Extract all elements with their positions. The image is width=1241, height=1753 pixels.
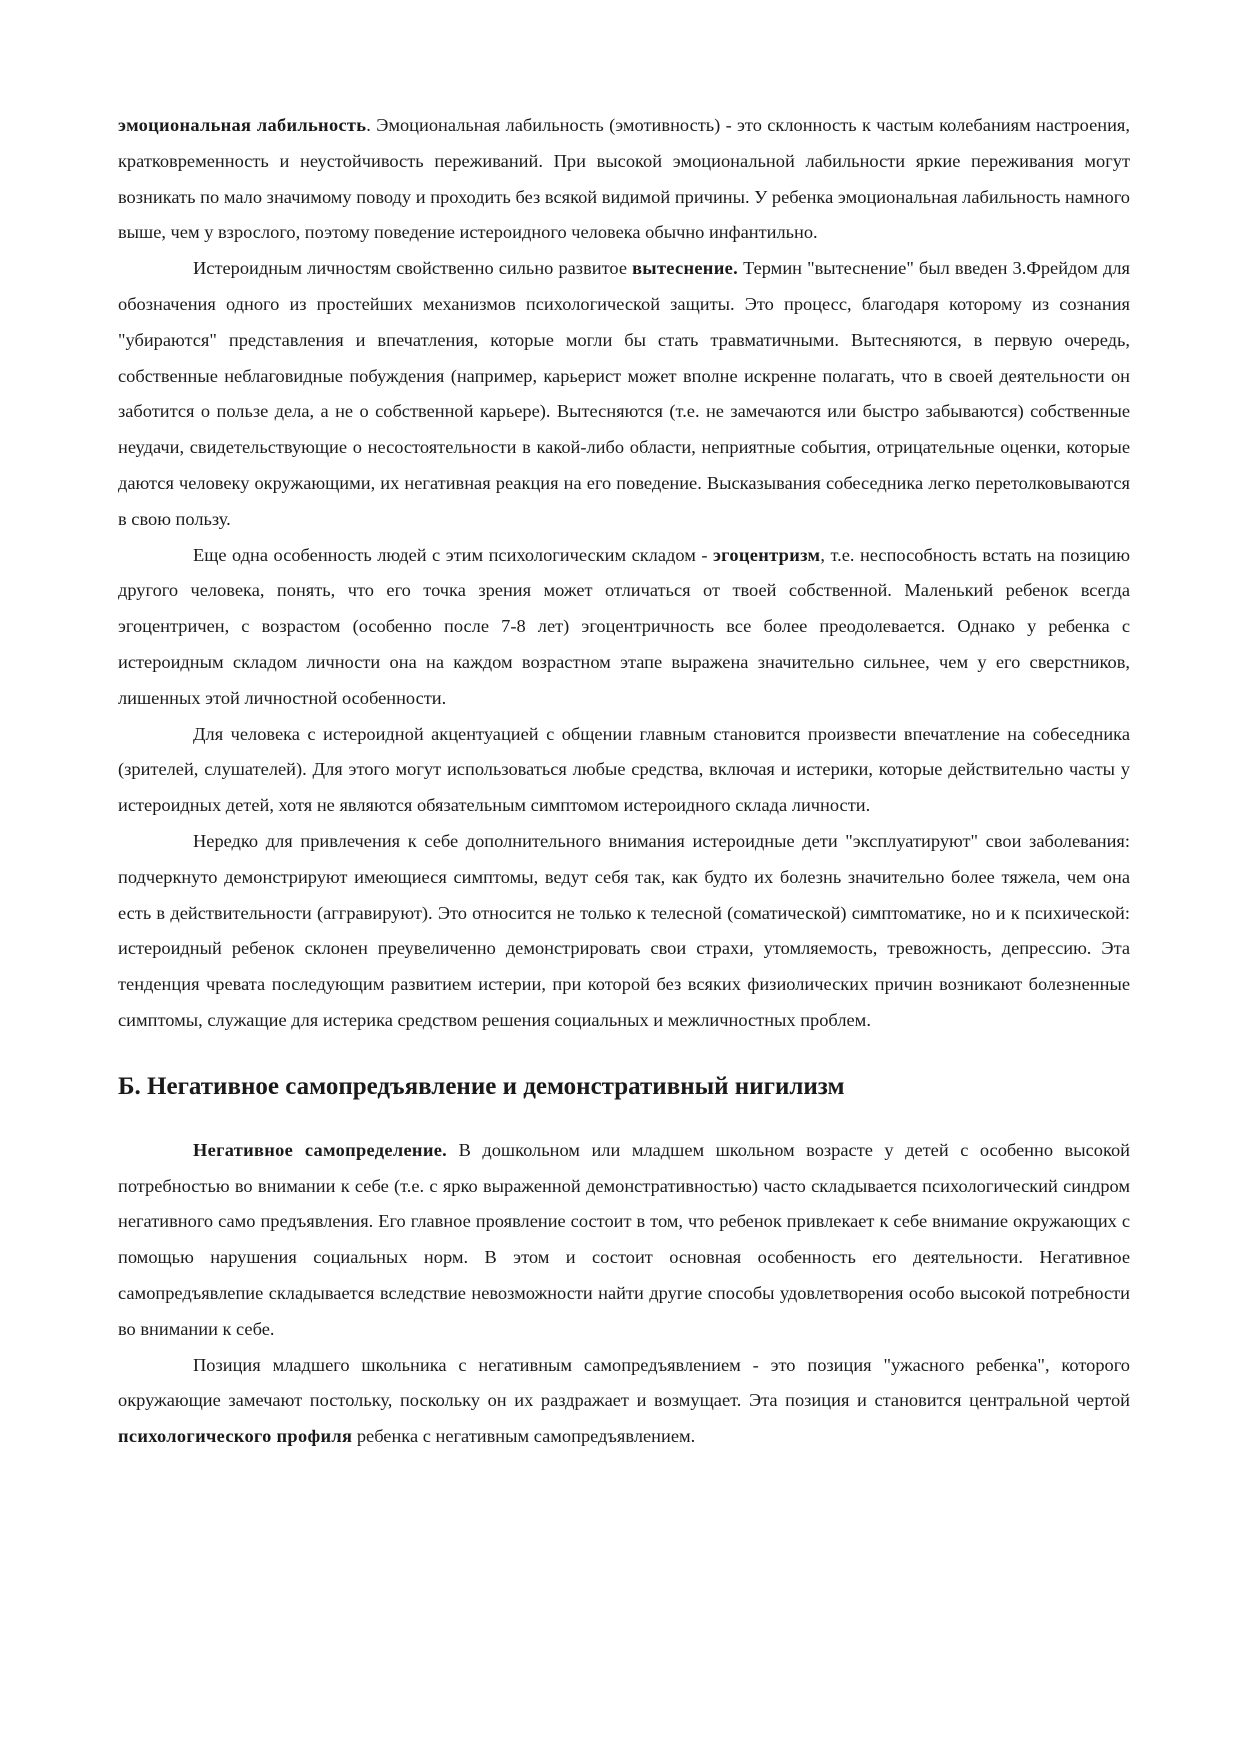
paragraph-text: . Эмоциональная лабильность (эмотивность) - это склонность к частым колебаниям настроения, кратковременность и неустойчивость переживаний. При высокой эмоциональной лабильности яркие переживания могут возникать по мало значимому поводу и проходить без всякой видимой причины. У ребенка эмоциональная лабильность намного выше, чем у взрослого, поэтому поведение истероидного человека обычно инфантильно. [118, 115, 1130, 243]
paragraph-text: Еще одна особенность людей с этим психологическим складом - [193, 544, 713, 565]
paragraph-egocentrism [118, 538, 1130, 717]
paragraphs-before [118, 108, 1130, 1039]
paragraph-text: ребенка с негативным самопредъявлением. [352, 1426, 696, 1447]
paragraph-illness-exploitation [118, 824, 1130, 1039]
paragraphs-after [118, 1133, 1130, 1455]
paragraph-text: Термин "вытеснение" был введен 3.Фрейдом для обозначения одного из простейших механизмов психологической защиты. Это процесс, благодаря которому из сознания "убираются" представления и впечатления, которые могли бы стать травматичными. Вытесняются, в первую очередь, собственные неблаговидные побуждения (например, карьерист может вполне искренне полагать, что в своей деятельности он заботится о пользе дела, а не о собственной карьере). Вытесняются (т.е. не замечаются или быстро забываются) собственные неудачи, свидетельствующие о несостоятельности в какой-либо области, неприятные события, отрицательные оценки, которые даются человеку окружающими, их негативная реакция на его поведение. Высказывания собеседника легко перетолковываются в свою пользу. [118, 258, 1130, 529]
paragraph-text: В дошкольном или младшем школьном возрасте у детей с особенно высокой потребностью во внимании к себе (т.е. с ярко выраженной демонстративностью) часто складывается психологический синдром негативного само предъявления. Его главное проявление состоит в том, что ребенок привлекает к себе внимание окружающих с помощью нарушения социальных норм. В этом и состоит основная особенность его деятельности. Негативное самопредъявлепие складывается вследствие невозможности найти другие способы удовлетворения особо высокой потребности во внимании к себе. [118, 1139, 1130, 1339]
paragraph-negative-self-presentation [118, 1133, 1130, 1348]
term-repression: вытеснение. [632, 258, 738, 279]
paragraph-text: Нередко для привлечения к себе дополнительного внимания истероидные дети "эксплуатируют" свои заболевания: подчеркнуто демонстрируют имеющиеся симптомы, ведут себя так, как будто их болезнь значительно более тяжела, чем она есть в действительности (аггравируют). Это относится не только к телесной (соматической) симптоматике, но и к психической: истероидный ребенок склонен преувеличенно демонстрировать свои страхи, утомляемость, тревожность, депрессию. Эта тенденция чревата последующим развитием истерии, при которой без всяких физиолических причин возникают болезненные симптомы, служащие для истерика средством решения социальных и межличностных проблем. [118, 830, 1130, 1030]
paragraph-terrible-child [118, 1348, 1130, 1455]
paragraph-impression [118, 717, 1130, 824]
paragraph-emotional-lability [118, 108, 1130, 251]
term-psychological-profile: психологического профиля [118, 1426, 353, 1447]
section-heading: Б. Негативное самопредъявление и демонстративный нигилизм [118, 1072, 845, 1100]
term-negative-self-determination: Негативное самопределение. [193, 1139, 448, 1160]
term-emotional-lability: эмоциональная лабильность [118, 115, 367, 135]
paragraph-text: Истероидным личностям свойственно сильно развитое [193, 258, 633, 279]
paragraph-text: , т.е. неспособность встать на позицию другого человека, понять, что его точка зрения может отличаться от твоей собственной. Маленький ребенок всегда эгоцентричен, с возрастом (особенно после 7-8 лет) эгоцентричность все более преодолевается. Однако у ребенка с истероидным складом личности она на каждом возрастном этапе выражена значительно сильнее, чем у его сверстников, лишенных этой личностной особенности. [118, 544, 1130, 708]
document-page [118, 108, 1130, 1455]
paragraph-repression [118, 251, 1130, 537]
term-egocentrism: эгоцентризм [712, 544, 821, 565]
paragraph-text: Позиция младшего школьника с негативным самопредъявлением - это позиция "ужасного ребенка", которого окружающие замечают постольку, поскольку он их раздражает и возмущает. Эта позиция и становится центральной чертой [118, 1354, 1130, 1411]
paragraph-text: Для человека с истероидной акцентуацией с общении главным становится произвести впечатление на собеседника (зрителей, слушателей). Для этого могут использоваться любые средства, включая и истерики, которые действительно часты у истероидных детей, хотя не являются обязательным симптомом истероидного склада личности. [118, 723, 1130, 816]
